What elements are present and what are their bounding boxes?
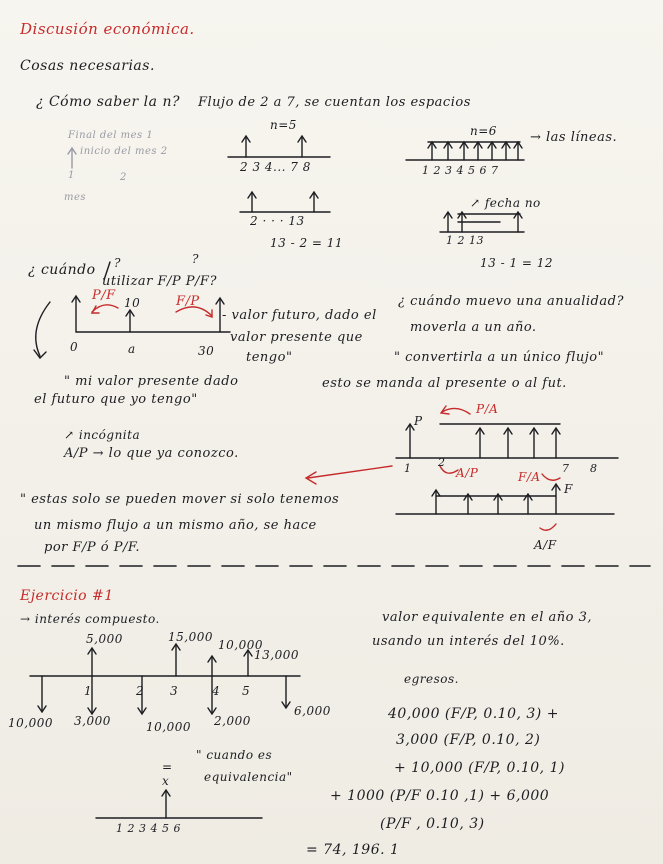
faint-mes: mes bbox=[64, 192, 87, 203]
label-a: a bbox=[128, 342, 136, 356]
faint-label-2: 2 bbox=[120, 172, 127, 183]
ticks-2-13: 2 · · · 13 bbox=[250, 214, 305, 228]
label-pf: P/F bbox=[92, 288, 116, 303]
ticks-n5: 2 3 4... 7 8 bbox=[240, 160, 311, 174]
cf-tick-4: 4 bbox=[212, 684, 221, 698]
faint-note-1: Final del mes 1 bbox=[68, 130, 154, 141]
page-title: Discusión económica. bbox=[20, 20, 195, 38]
timeline-n6 bbox=[406, 142, 524, 160]
note-cosas: Cosas necesarias. bbox=[20, 58, 155, 74]
note-valor1: valor equivalente en el año 3, bbox=[382, 610, 593, 625]
ticks-n6: 1 2 3 4 5 6 7 bbox=[422, 164, 499, 177]
faint-note-2: inicio del mes 2 bbox=[80, 146, 168, 157]
note-fecha-no: ↗ fecha no bbox=[470, 196, 541, 210]
note-vf3: tengo" bbox=[246, 350, 293, 365]
note-anual3: " convertirla a un único flujo" bbox=[394, 350, 605, 365]
cf-down-3000: 3,000 bbox=[74, 714, 111, 728]
question-1: ? bbox=[114, 256, 121, 270]
question-2: ? bbox=[192, 252, 199, 266]
note-vf1: - valor futuro, dado el bbox=[222, 308, 377, 323]
ticks-equivalence: 1 2 3 4 5 6 bbox=[116, 822, 181, 835]
note-vp1: " mi valor presente dado bbox=[64, 374, 239, 389]
cf-up-13000: 13,000 bbox=[254, 648, 299, 662]
calc-13-1: 13 - 1 = 12 bbox=[480, 256, 554, 270]
faint-diagram bbox=[68, 148, 76, 168]
equation-line-4: + 1000 (P/F 0.10 ,1) + 6,000 bbox=[330, 788, 550, 804]
label-f: F bbox=[564, 482, 573, 496]
exercise-title: Ejercicio #1 bbox=[20, 588, 114, 604]
calc-13-2: 13 - 2 = 11 bbox=[270, 236, 344, 250]
note-equivalencia: equivalencia" bbox=[204, 770, 293, 784]
label-af: A/F bbox=[534, 538, 557, 552]
cf-up-15000: 15,000 bbox=[168, 630, 213, 644]
label-n6: n=6 bbox=[470, 124, 497, 138]
timeline-2-13 bbox=[240, 192, 330, 212]
cf-up-10000: 10,000 bbox=[218, 638, 263, 652]
note-interes: → interés compuesto. bbox=[20, 612, 160, 626]
note-anual1: ¿ cuándo muevo una anualidad? bbox=[398, 294, 624, 309]
cf-up-5000: 5,000 bbox=[86, 632, 123, 646]
cf-down-10000a: 10,000 bbox=[8, 716, 53, 730]
label-equals: = bbox=[162, 760, 173, 774]
cf-down-2000: 2,000 bbox=[214, 714, 251, 728]
note-solo1: " estas solo se pueden mover si solo tenemos bbox=[20, 492, 340, 507]
label-30: 30 bbox=[198, 344, 215, 358]
label-fa: F/A bbox=[518, 470, 541, 484]
note-solo3: por F/P ó P/F. bbox=[44, 540, 140, 555]
note-vp2: el futuro que yo tengo" bbox=[34, 392, 198, 407]
timeline-n5 bbox=[228, 136, 330, 157]
label-ap: A/P bbox=[456, 466, 479, 480]
ticks-1-13: 1 2 13 bbox=[446, 234, 484, 247]
cf-down-10000b: 10,000 bbox=[146, 720, 191, 734]
cf-tick-2: 2 bbox=[136, 684, 145, 698]
label-n5: n=5 bbox=[270, 118, 297, 132]
timeline-1-13 bbox=[440, 212, 524, 232]
note-cuando-es: " cuando es bbox=[196, 748, 273, 762]
note-ap: A/P → lo que ya conozco. bbox=[64, 446, 239, 461]
label-p: P bbox=[414, 414, 423, 428]
label-fp: F/P bbox=[176, 294, 200, 309]
label-0: 0 bbox=[70, 340, 79, 354]
cf-down-6000: 6,000 bbox=[294, 704, 331, 718]
equation-line-1: 40,000 (F/P, 0.10, 3) + bbox=[388, 706, 559, 722]
equation-result: = 74, 196. 1 bbox=[306, 842, 400, 858]
equivalence-diagram bbox=[96, 790, 262, 818]
note-como-saber: ¿ Cómo saber la n? bbox=[36, 94, 180, 110]
note-manda: esto se manda al presente o al fut. bbox=[322, 376, 567, 391]
equation-line-3: + 10,000 (F/P, 0.10, 1) bbox=[394, 760, 565, 776]
cf-tick-3: 3 bbox=[170, 684, 179, 698]
note-flujo: Flujo de 2 a 7, se cuentan los espacios bbox=[198, 95, 471, 110]
label-8: 8 bbox=[590, 462, 598, 475]
label-2: 2 bbox=[438, 456, 446, 469]
cf-tick-5: 5 bbox=[242, 684, 251, 698]
label-1: 1 bbox=[404, 462, 412, 475]
label-10: 10 bbox=[124, 296, 141, 310]
note-cuando: ¿ cuándo bbox=[28, 262, 96, 278]
faint-label-1: 1 bbox=[68, 170, 75, 181]
label-x: x bbox=[162, 774, 170, 788]
cf-tick-1: 1 bbox=[84, 684, 93, 698]
note-vf2: valor presente que bbox=[230, 330, 363, 345]
equation-line-5: (P/F , 0.10, 3) bbox=[380, 816, 485, 832]
note-valor2: usando un interés del 10%. bbox=[372, 634, 565, 649]
note-solo2: un mismo flujo a un mismo año, se hace bbox=[34, 518, 317, 533]
note-utilizar: utilizar F/P P/F? bbox=[102, 274, 217, 289]
note-anual2: moverla a un año. bbox=[410, 320, 537, 335]
label-pa: P/A bbox=[476, 402, 499, 416]
note-incognita: ↗ incógnita bbox=[64, 428, 141, 442]
note-egresos: egresos. bbox=[404, 672, 459, 686]
label-7: 7 bbox=[562, 462, 570, 475]
equation-line-2: 3,000 (F/P, 0.10, 2) bbox=[396, 732, 541, 748]
note-lineas: → las líneas. bbox=[530, 130, 618, 145]
